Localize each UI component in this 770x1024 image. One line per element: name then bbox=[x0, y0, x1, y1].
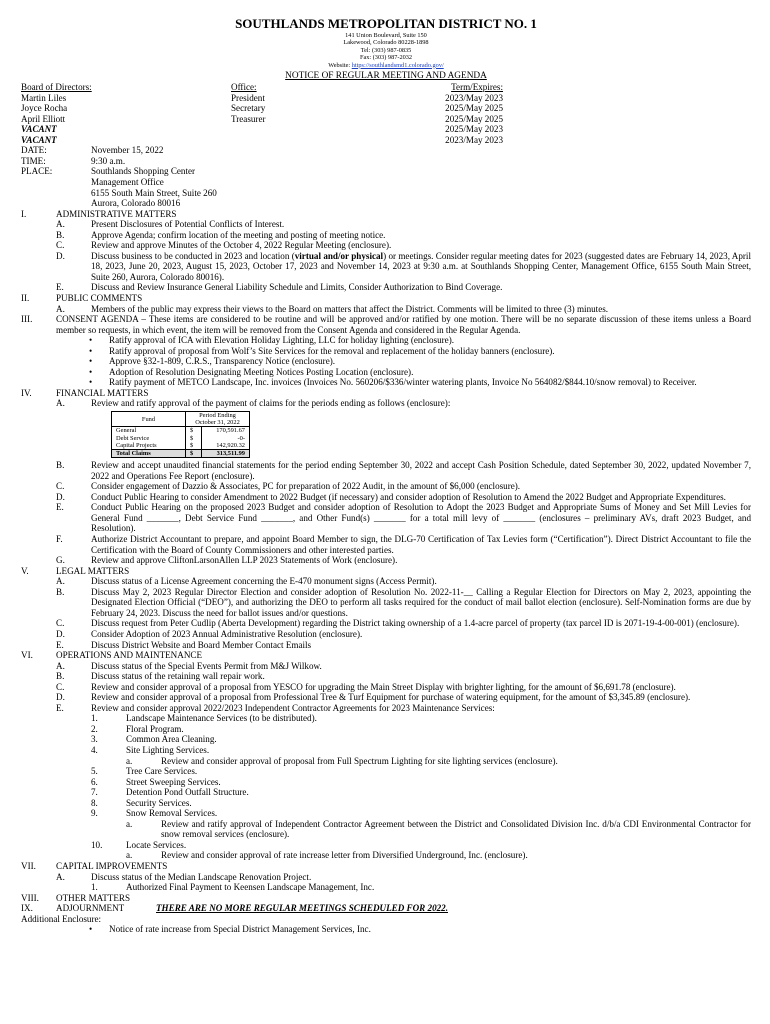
item-letter: E. bbox=[56, 639, 64, 650]
section-title: PUBLIC COMMENTS bbox=[56, 292, 143, 303]
tel-line: Tel: (303) 987-0835 bbox=[360, 46, 412, 54]
section-consent-agenda bbox=[21, 314, 751, 335]
item-letter: A. bbox=[56, 576, 65, 587]
board-header-directors: Board of Directors: bbox=[21, 82, 92, 93]
item-text: Conduct Public Hearing on the proposed 2023 Budget and consider adoption of Resolution to Adopt the 2023 Budget and Appropriate Sums of Money and Set Mill Levies for General Fund _______, Debt Service Fund _______, and Other Fund(s) _______ for a total mill levy of _______ (enclosures – preliminary AVs, draft 2023 Budget, and Resolution). bbox=[91, 502, 751, 534]
date-value: November 15, 2022 bbox=[91, 145, 164, 156]
website-line bbox=[21, 62, 751, 69]
section-number: VI. bbox=[21, 650, 33, 661]
director-office bbox=[231, 135, 411, 146]
item-number: 10. bbox=[91, 839, 103, 850]
director-term: 2025/May 2023 bbox=[445, 124, 503, 135]
item-text: Site Lighting Services. bbox=[126, 744, 210, 755]
item-text: Security Services. bbox=[126, 797, 192, 808]
item-text: Authorized Final Payment to Keensen Landscape Management, Inc. bbox=[126, 882, 375, 893]
board-table bbox=[21, 82, 751, 145]
claims-fund: Capital Projects bbox=[112, 442, 186, 450]
date-label: DATE: bbox=[21, 145, 47, 156]
item-letter: C. bbox=[56, 618, 65, 629]
item-text: Review and ratify approval of Independent Contractor Agreement between the District and Consolidated Division Inc. d/b/a CDI Environmental Contractor for snow removal services (enclosure). bbox=[161, 818, 751, 840]
director-name: VACANT bbox=[21, 134, 57, 145]
claims-row bbox=[112, 442, 250, 450]
agenda-item bbox=[21, 576, 751, 587]
item-text: Review and consider approval 2022/2023 Independent Contractor Agreements for 2023 Maintenance Services: bbox=[91, 702, 495, 713]
item-text-part: ) or meetings. Consider regular meeting dates for 2023 (suggested dates are February 14, 2023, April 18, 2023, June 20, 2023, August 15, 2023, October 17, 2023 and November 14, 2023 at 9:30 a.m. at Southlands Shopping Center, Management Office, 6155 South Main Street, Suite 260, Aurora, Colorado 80016). bbox=[91, 250, 751, 282]
agenda-item bbox=[21, 618, 751, 629]
place-line: Aurora, Colorado 80016 bbox=[91, 198, 181, 209]
section-number: VIII. bbox=[21, 892, 39, 903]
item-text: Review and consider approval of a proposal from Professional Tree & Turf Equipment for purchase of watering equipment, for the amount of $3,345.89 (enclosure). bbox=[91, 692, 691, 703]
fax-line: Fax: (303) 987-2032 bbox=[359, 54, 413, 62]
item-letter: C. bbox=[56, 240, 65, 251]
item-number: 6. bbox=[91, 776, 98, 787]
board-row bbox=[21, 124, 751, 135]
section-number: I. bbox=[21, 208, 27, 219]
claims-currency: $ bbox=[186, 427, 202, 435]
section-operations bbox=[21, 650, 751, 661]
item-letter: D. bbox=[56, 250, 65, 261]
item-number: 1. bbox=[91, 713, 98, 724]
item-letter: B. bbox=[56, 229, 65, 240]
section-title: OTHER MATTERS bbox=[56, 892, 131, 903]
time-value: 9:30 a.m. bbox=[91, 155, 126, 166]
service-subitem bbox=[21, 756, 751, 767]
section-title: LEGAL MATTERS bbox=[56, 565, 130, 576]
item-text: Common Area Cleaning. bbox=[126, 734, 217, 745]
board-row bbox=[21, 135, 751, 146]
place-line: Management Office bbox=[91, 176, 164, 187]
service-item bbox=[21, 745, 751, 756]
section-number: III. bbox=[21, 314, 33, 325]
item-number: 4. bbox=[91, 744, 98, 755]
item-text: Discuss status of the retaining wall repair work. bbox=[91, 671, 265, 682]
board-row bbox=[21, 103, 751, 114]
director-office: President bbox=[231, 92, 265, 103]
item-letter: C. bbox=[56, 481, 65, 492]
adjournment-note: THERE ARE NO MORE REGULAR MEETINGS SCHEDULED FOR 2022. bbox=[156, 903, 448, 914]
bullet-text: Ratify approval of ICA with Elevation Holiday Lighting, LLC for holiday lighting (enclosure). bbox=[109, 335, 454, 346]
section-title: ADMINISTRATIVE MATTERS bbox=[56, 208, 177, 219]
item-number: 9. bbox=[91, 808, 98, 819]
meeting-place bbox=[21, 166, 751, 208]
item-text: Members of the public may express their views to the Board on matters that affect the District. Comments will be limited to three (3) minutes. bbox=[91, 303, 609, 314]
service-item bbox=[21, 808, 751, 819]
director-office: Treasurer bbox=[231, 113, 266, 124]
item-text: Authorize District Accountant to prepare, and appoint Board Member to sign, the DLG-70 Certification of Tax Levies form (“Certification”). Direct District Accountant to file the Certification with the Board of County Commissioners and other interested parties. bbox=[91, 534, 751, 555]
board-row bbox=[21, 93, 751, 104]
item-number: 5. bbox=[91, 766, 98, 777]
item-text bbox=[91, 251, 751, 283]
district-title: SOUTHLANDS METROPOLITAN DISTRICT NO. 1 bbox=[235, 16, 537, 31]
additional-enclosure-item bbox=[21, 924, 751, 935]
director-term: 2025/May 2025 bbox=[445, 103, 503, 114]
service-item bbox=[21, 777, 751, 788]
place-value bbox=[91, 166, 217, 208]
item-number: 3. bbox=[91, 734, 98, 745]
item-number: 8. bbox=[91, 797, 98, 808]
section-adjournment bbox=[21, 903, 751, 914]
consent-bullet bbox=[21, 335, 751, 346]
item-letter: G. bbox=[56, 555, 65, 566]
item-text: Review and approve CliftonLarsonAllen LLP 2023 Statements of Work (enclosure). bbox=[91, 555, 398, 566]
section-title: CAPITAL IMPROVEMENTS bbox=[56, 860, 168, 871]
item-text: Consider engagement of Dazzio & Associates, PC for preparation of 2022 Audit, in the amount of $6,000 (enclosure). bbox=[91, 481, 521, 492]
item-text: Discuss status of the Median Landscape Renovation Project. bbox=[91, 871, 312, 882]
agenda-item bbox=[21, 534, 751, 555]
item-letter: D. bbox=[56, 692, 65, 703]
claims-fund: Debt Service bbox=[112, 435, 186, 442]
time-label: TIME: bbox=[21, 155, 46, 166]
agenda-item bbox=[21, 282, 751, 293]
agenda-item bbox=[21, 629, 751, 640]
agenda-item bbox=[21, 640, 751, 651]
bullet-text: Adoption of Resolution Designating Meeting Notices Posting Location (enclosure). bbox=[109, 366, 414, 377]
board-row bbox=[21, 114, 751, 125]
board-header-term: Term/Expires: bbox=[451, 82, 503, 93]
item-letter: E. bbox=[56, 702, 64, 713]
item-text: Landscape Maintenance Services (to be distributed). bbox=[126, 713, 317, 724]
notice-heading: NOTICE OF REGULAR MEETING AND AGENDA bbox=[285, 71, 487, 82]
agenda-item bbox=[21, 682, 751, 693]
item-text: Consider Adoption of 2023 Annual Administrative Resolution (enclosure). bbox=[91, 628, 363, 639]
place-label: PLACE: bbox=[21, 166, 53, 177]
bullet-icon: • bbox=[89, 366, 93, 377]
section-number: II. bbox=[21, 292, 30, 303]
claims-currency: $ bbox=[186, 450, 202, 458]
bullet-icon: • bbox=[89, 335, 93, 346]
item-letter: a. bbox=[126, 818, 133, 829]
consent-bullet bbox=[21, 346, 751, 357]
director-office bbox=[231, 124, 411, 135]
address-line-2: Lakewood, Colorado 80228-1898 bbox=[343, 39, 429, 47]
section-capital bbox=[21, 861, 751, 872]
agenda-item bbox=[21, 481, 751, 492]
claims-amount: 142,920.32 bbox=[201, 442, 249, 450]
service-item bbox=[21, 734, 751, 745]
agenda-item bbox=[21, 398, 751, 409]
section-legal bbox=[21, 566, 751, 577]
bullet-icon: • bbox=[89, 356, 93, 367]
service-item bbox=[21, 724, 751, 735]
item-letter: D. bbox=[56, 628, 65, 639]
item-number: 1. bbox=[91, 882, 98, 893]
bullet-icon: • bbox=[89, 377, 93, 388]
item-text: Review and ratify approval of the payment of claims for the periods ending as follows (enclosure): bbox=[91, 398, 451, 409]
item-text: Present Disclosures of Potential Conflicts of Interest. bbox=[91, 219, 285, 230]
agenda-item bbox=[21, 460, 751, 481]
agenda-item bbox=[21, 661, 751, 672]
item-letter: B. bbox=[56, 460, 65, 471]
claims-currency: $ bbox=[186, 435, 202, 442]
website-link[interactable]: https://southlandsmd1.colorado.gov/ bbox=[351, 61, 444, 69]
claims-amount: 170,591.67 bbox=[201, 427, 249, 435]
item-text-part: Discuss business to be conducted in 2023 and location ( bbox=[91, 250, 295, 261]
bullet-text: Ratify approval of proposal from Wolf’s Site Services for the removal and replacement of the holiday banners (enclosure). bbox=[109, 345, 555, 356]
item-letter: a. bbox=[126, 850, 133, 861]
section-public-comments bbox=[21, 293, 751, 304]
item-text: Snow Removal Services. bbox=[126, 808, 218, 819]
item-text: Review and approve Minutes of the October 4, 2022 Regular Meeting (enclosure). bbox=[91, 240, 392, 251]
item-text: Review and accept unaudited financial statements for the period ending September 30, 2022 and accept Cash Position Schedule, dated September 30, 2022, updated November 7, 2022 and Operations Fee Report (enclosure). bbox=[91, 460, 751, 481]
service-item bbox=[21, 713, 751, 724]
website-label: Website: bbox=[328, 61, 352, 69]
item-letter: A. bbox=[56, 303, 65, 314]
bullet-text: Approve §32-1-809, C.R.S., Transparency Notice (enclosure). bbox=[109, 356, 336, 367]
item-letter: B. bbox=[56, 671, 65, 682]
director-name: Joyce Rocha bbox=[21, 103, 68, 114]
item-letter: a. bbox=[126, 755, 133, 766]
item-text: Street Sweeping Services. bbox=[126, 776, 221, 787]
item-letter: E. bbox=[56, 502, 64, 513]
service-item bbox=[21, 882, 751, 893]
meeting-time bbox=[21, 156, 751, 167]
item-text: Discuss request from Peter Cudlip (Aberta Development) regarding the District taking ownership of a 1.4-acre parcel of property (tax parcel ID is 2071-19-4-00-001) (enclosure). bbox=[91, 618, 740, 629]
agenda-item bbox=[21, 703, 751, 714]
agenda-item bbox=[21, 692, 751, 703]
board-header-office: Office: bbox=[231, 82, 257, 93]
director-name: VACANT bbox=[21, 124, 57, 135]
item-text: Discuss May 2, 2023 Regular Director Election and consider adoption of Resolution No. 2022-11-__ Calling a Regular Election for Directors on May 2, 2023, appointing the Designated Election Official (“DEO”), and authorizing the DEO to perform all tasks required for the conduct of mail ballot election (enclosure). Self-Nomination forms are due by February 24, 2023. Discuss the need for ballot issues and/or questions. bbox=[91, 586, 751, 618]
item-text: Discuss status of the Special Events Permit from M&J Wilkow. bbox=[91, 660, 322, 671]
service-subitem bbox=[21, 850, 751, 861]
item-text: Approve Agenda; confirm location of the meeting and posting of meeting notice. bbox=[91, 229, 386, 240]
director-term: 2023/May 2023 bbox=[445, 92, 503, 103]
item-text: Floral Program. bbox=[126, 723, 184, 734]
agenda-item bbox=[21, 502, 751, 534]
bullet-text: Ratify payment of METCO Landscape, Inc. invoices (Invoices No. 560206/$336/winter watering plants, Invoice No 564082/$844.10/snow removal) to Receiver. bbox=[109, 377, 697, 388]
meeting-date bbox=[21, 145, 751, 156]
director-name: Martin Liles bbox=[21, 92, 67, 103]
director-office: Secretary bbox=[231, 103, 266, 114]
section-number: V. bbox=[21, 565, 29, 576]
consent-bullet bbox=[21, 356, 751, 367]
claims-amount: -0- bbox=[201, 435, 249, 442]
section-title: OPERATIONS AND MAINTENANCE bbox=[56, 650, 203, 661]
bullet-text: Notice of rate increase from Special District Management Services, Inc. bbox=[109, 924, 371, 935]
service-item bbox=[21, 840, 751, 851]
place-line: Southlands Shopping Center bbox=[91, 166, 196, 177]
item-text: Discuss status of a License Agreement concerning the E-470 monument signs (Access Permit). bbox=[91, 576, 437, 587]
section-number: VII. bbox=[21, 860, 36, 871]
item-letter: A. bbox=[56, 398, 65, 409]
claims-total-row bbox=[112, 450, 250, 458]
item-text: Detention Pond Outfall Structure. bbox=[126, 787, 249, 798]
service-subitem bbox=[21, 819, 751, 840]
item-text: Review and consider approval of a proposal from YESCO for upgrading the Main Street Display with brighter lighting, for the amount of $6,691.78 (enclosure). bbox=[91, 681, 676, 692]
item-text: Tree Care Services. bbox=[126, 766, 198, 777]
claims-table bbox=[111, 411, 250, 458]
claims-row bbox=[112, 435, 250, 442]
item-letter: E. bbox=[56, 282, 64, 293]
item-letter: B. bbox=[56, 586, 65, 597]
item-letter: D. bbox=[56, 491, 65, 502]
claims-total-amount: 313,511.99 bbox=[201, 450, 249, 458]
director-name: April Elliott bbox=[21, 113, 66, 124]
consent-bullet bbox=[21, 367, 751, 378]
agenda-item bbox=[21, 671, 751, 682]
claims-currency: $ bbox=[186, 442, 202, 450]
director-term: 2025/May 2025 bbox=[445, 113, 503, 124]
item-text: Discuss and Review Insurance General Liability Schedule and Limits, Consider Authorization to Bind Coverage. bbox=[91, 282, 503, 293]
item-text: Review and consider approval of rate increase letter from Diversified Underground, Inc. (enclosure). bbox=[161, 850, 528, 861]
consent-bullet bbox=[21, 377, 751, 388]
section-title: CONSENT AGENDA – These items are considered to be routine and will be approved and/or ratified by one motion. There will be no separate discussion of these items unless a Board member so requests, in which event, the item will be removed from the Consent Agenda and considered in the Regular Agenda. bbox=[56, 314, 751, 335]
agenda-item bbox=[21, 240, 751, 251]
address-line-1: 141 Union Boulevard, Suite 150 bbox=[345, 32, 427, 39]
agenda-item bbox=[21, 872, 751, 883]
item-text: Conduct Public Hearing to consider Amendment to 2022 Budget (if necessary) and consider adoption of Resolution to Amend the 2022 Budget and Appropriate Expenditures. bbox=[91, 491, 726, 502]
section-number: IX. bbox=[21, 903, 33, 914]
additional-enclosure-label: Additional Enclosure: bbox=[21, 913, 102, 924]
claims-fund: General bbox=[112, 427, 186, 435]
item-letter: C. bbox=[56, 681, 65, 692]
item-text: Review and consider approval of proposal from Full Spectrum Lighting for site lighting services (enclosure). bbox=[161, 755, 558, 766]
agenda-item bbox=[21, 587, 751, 619]
service-item bbox=[21, 798, 751, 809]
agenda-item bbox=[21, 219, 751, 230]
agenda-item bbox=[21, 230, 751, 241]
item-letter: A. bbox=[56, 660, 65, 671]
item-text: Discuss District Website and Board Member Contact Emails bbox=[91, 639, 312, 650]
item-letter: F. bbox=[56, 534, 63, 545]
section-financial bbox=[21, 388, 751, 399]
claims-row bbox=[112, 427, 250, 435]
section-title: ADJOURNMENT bbox=[56, 903, 125, 914]
section-title: FINANCIAL MATTERS bbox=[56, 387, 149, 398]
service-item bbox=[21, 787, 751, 798]
section-other bbox=[21, 893, 751, 904]
agenda-item bbox=[21, 555, 751, 566]
service-item bbox=[21, 766, 751, 777]
item-text: Locate Services. bbox=[126, 839, 187, 850]
bullet-icon: • bbox=[89, 345, 93, 356]
section-administrative bbox=[21, 209, 751, 220]
item-text-bold: virtual and/or physical bbox=[294, 250, 384, 261]
item-letter: A. bbox=[56, 871, 65, 882]
director-term: 2023/May 2023 bbox=[445, 134, 503, 145]
agenda-item bbox=[21, 304, 751, 315]
claims-header-fund: Fund bbox=[112, 411, 186, 426]
claims-header-period: Period Ending October 31, 2022 bbox=[186, 411, 250, 426]
item-number: 7. bbox=[91, 787, 98, 798]
item-letter: A. bbox=[56, 219, 65, 230]
agenda-item bbox=[21, 492, 751, 503]
place-line: 6155 South Main Street, Suite 260 bbox=[91, 187, 217, 198]
bullet-icon: • bbox=[89, 924, 93, 935]
agenda-item bbox=[21, 251, 751, 283]
section-number: IV. bbox=[21, 387, 32, 398]
item-number: 2. bbox=[91, 723, 98, 734]
claims-total-label: Total Claims bbox=[112, 450, 186, 458]
